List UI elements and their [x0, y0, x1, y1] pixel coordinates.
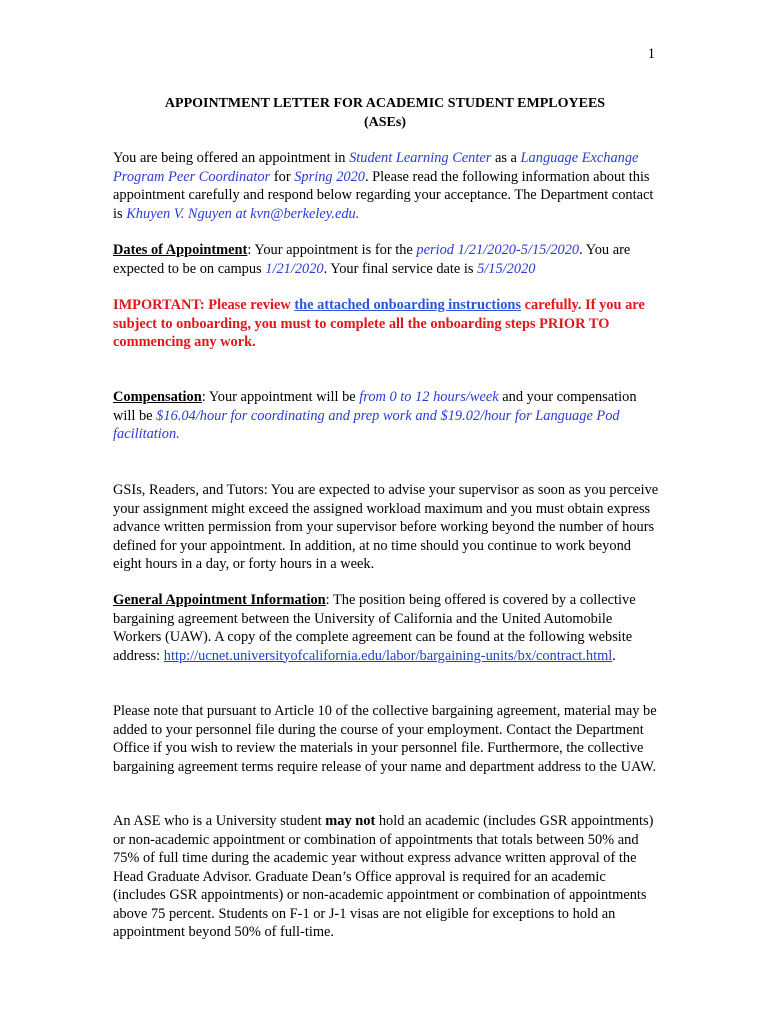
position-title: Language Exchange Program Peer Coordinator — [113, 150, 639, 185]
dates-text-3: . Your final service date is — [323, 260, 478, 277]
intro-text-3: for — [270, 168, 295, 185]
pay-rate: $16.04/hour for coordinating and prep work and $19.02/hour for Language Pod facilitation. — [113, 407, 620, 442]
onboarding-instructions-link[interactable]: the attached onboarding instructions — [294, 297, 522, 313]
important-text-1: IMPORTANT: Please review — [113, 297, 295, 313]
dates-paragraph — [113, 241, 661, 278]
intro-paragraph — [113, 149, 661, 223]
general-info-heading: General Appointment Information — [113, 592, 326, 608]
title-line-2: (ASEs) — [363, 114, 406, 130]
compensation-paragraph — [113, 388, 661, 444]
intro-text-1: You are being offered an appointment in — [113, 150, 350, 166]
ase-text-2: hold an academic (includes GSR appointments) or non-academic appointment or combination of appointments that totals between 50% and 75% of full time during the academic year without express advance written approval of the Head Graduate Advisor. Graduate Dean’s Office approval is required for an academic (includes GSR appointments) or non-academic appointment or combination of appointments above 75 percent. Students on F-1 or J-1 visas are not eligible for exceptions to hold an appointment beyond 50% of full-time. — [113, 813, 654, 940]
dates-text-1: : Your appointment is for the — [247, 242, 417, 258]
general-info-paragraph — [113, 591, 661, 665]
ase-paragraph — [113, 812, 661, 942]
important-notice — [113, 296, 661, 352]
appointment-period: period 1/21/2020-5/15/2020 — [416, 242, 580, 258]
page-number: 1 — [647, 46, 655, 62]
article-10-paragraph: Please note that pursuant to Article 10 of the collective bargaining agreement, material may be added to your personnel file during the course of your employment. Contact the Department Office if you wish to review the materials in your personnel file. Furthermore, the collective bargaining agreement terms require release of your name and department address to the UAW. — [113, 703, 657, 775]
hours-per-week: from 0 to 12 hours/week — [359, 389, 499, 405]
start-date: 1/21/2020 — [265, 260, 324, 277]
may-not-emphasis: may not — [325, 813, 376, 829]
general-info-text-1: : The position being offered is covered by a collective bargaining agreement between the University of California and the United Automobile Workers (UAW). A copy of the complete agreement can be found at the following website address: — [113, 592, 636, 664]
ase-text-1: An ASE who is a University student — [113, 813, 326, 829]
final-service-date: 5/15/2020 — [477, 260, 536, 277]
department-contact: Khuyen V. Nguyen at kvn@berkeley.edu. — [126, 205, 360, 222]
letter-title — [113, 95, 657, 132]
dates-heading: Dates of Appointment — [113, 242, 248, 258]
term: Spring 2020 — [294, 168, 365, 185]
important-text-2: carefully. If you are subject to onboarding, you must to complete all the onboarding steps PRIOR TO commencing any work. — [113, 297, 645, 350]
intro-text-2: as a — [491, 150, 521, 166]
general-info-text-2: . — [612, 647, 616, 664]
compensation-text-1: : Your appointment will be — [201, 389, 360, 405]
intro-text-4: . Please read the following information about this appointment carefully and respond below regarding your acceptance. The Department contact is — [113, 168, 654, 222]
gsi-paragraph: GSIs, Readers, and Tutors: You are expected to advise your supervisor as soon as you perceive your assignment might exceed the assigned workload maximum and you must obtain express advance written permission from your supervisor before working beyond the number of hours defined for your appointment. In addition, at no time should you continue to work beyond eight hours in a day, or forty hours in a week. — [113, 482, 659, 572]
dates-text-2: . You are expected to be on campus — [113, 242, 631, 277]
compensation-heading: Compensation — [113, 389, 202, 405]
contract-url-link[interactable]: http://ucnet.universityofcalifornia.edu/labor/bargaining-units/bx/contract.html — [163, 647, 613, 664]
title-line-1: APPOINTMENT LETTER FOR ACADEMIC STUDENT EMPLOYEES — [164, 96, 606, 111]
department-name: Student Learning Center — [349, 150, 492, 166]
compensation-text-2: and your compensation will be — [113, 389, 637, 424]
